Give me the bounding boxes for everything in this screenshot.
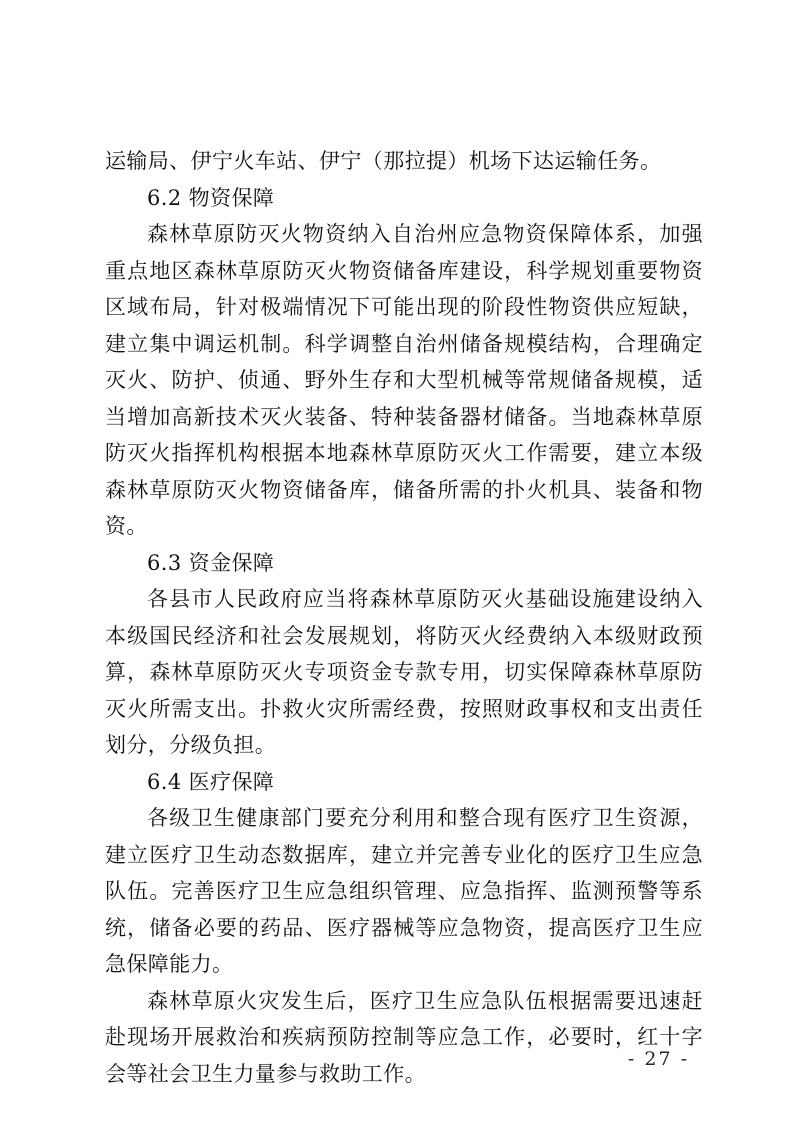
paragraph-transport-continuation: 运输局、伊宁火车站、伊宁（那拉提）机场下达运输任务。 xyxy=(105,149,662,173)
section-heading-medical: 6.4 医疗保障 xyxy=(147,769,275,794)
section-heading-materials: 6.2 物资保障 xyxy=(147,185,275,210)
paragraph-funding: 各县市人民政府应当将森林草原防灭火基础设施建设纳入本级国民经济和社会发展规划，将防灭火经费纳入本级财政预算，森林草原防灭火专项资金专款专用，切实保障森林草原防灭火所需支出。扑救火灾所需经费，按照财政事权和支出责任划分，分级负担。 xyxy=(105,587,703,757)
paragraph-medical-response: 森林草原火灾发生后，医疗卫生应急队伍根据需要迅速赶赴现场开展救治和疾病预防控制等应急工作，必要时，红十字会等社会卫生力量参与救助工作。 xyxy=(105,988,703,1086)
paragraph-medical: 各级卫生健康部门要充分利用和整合现有医疗卫生资源，建立医疗卫生动态数据库，建立并完善专业化的医疗卫生应急队伍。完善医疗卫生应急组织管理、应急指挥、监测预警等系统，储备必要的药品、医疗器械等应急物资，提高医疗卫生应急保障能力。 xyxy=(105,806,703,976)
page-number: - 27 - xyxy=(627,1048,689,1070)
paragraph-materials: 森林草原防灭火物资纳入自治州应急物资保障体系，加强重点地区森林草原防灭火物资储备库建设，科学规划重要物资区域布局，针对极端情况下可能出现的阶段性物资供应短缺，建立集中调运机制。科学调整自治州储备规模结构，合理确定灭火、防护、侦通、野外生存和大型机械等常规储备规模，适当增加高新技术灭火装备、特种装备器材储备。当地森林草原防灭火指挥机构根据本地森林草原防灭火工作需要，建立本级森林草原防灭火物资储备库，储备所需的扑火机具、装备和物资。 xyxy=(105,222,703,538)
document-body xyxy=(105,143,703,1092)
section-heading-funding: 6.3 资金保障 xyxy=(147,550,275,575)
